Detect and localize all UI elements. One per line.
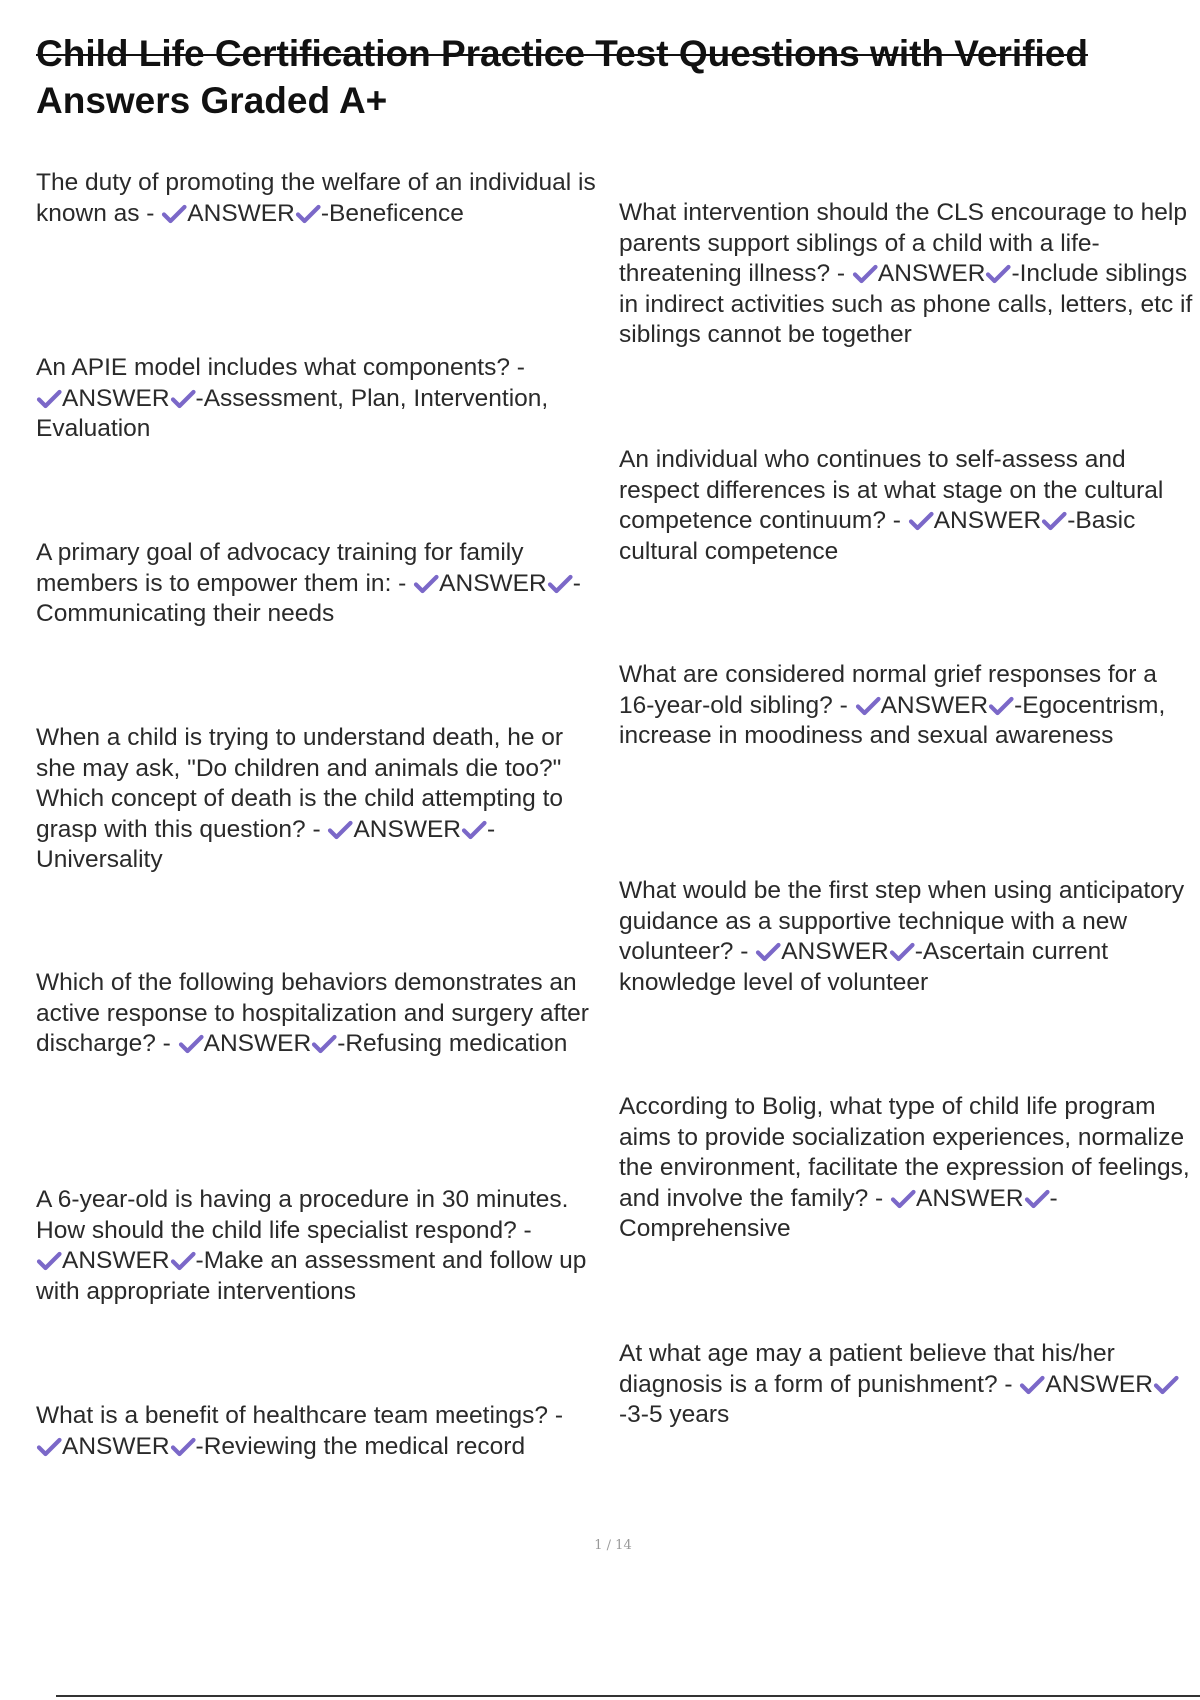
answer-text: -Basic cultural competence	[619, 507, 1136, 565]
check-icon	[1041, 511, 1067, 531]
qa-item	[619, 1339, 1194, 1431]
check-icon	[36, 1251, 62, 1271]
qa-item	[619, 1092, 1194, 1245]
answer-label: ANSWER	[916, 1184, 1024, 1212]
check-icon	[295, 204, 321, 224]
answer-text: -Egocentrism, increase in moodiness and sexual awareness	[619, 691, 1166, 749]
check-icon	[1019, 1375, 1045, 1395]
question-text: When a child is trying to understand death, he or she may ask, "Do children and animals die too?" Which concept of death is the child attempting to grasp with this question? -	[36, 724, 564, 843]
check-icon	[855, 696, 881, 716]
check-icon	[908, 511, 934, 531]
check-icon	[461, 820, 487, 840]
answer-text: -3-5 years	[619, 1401, 730, 1428]
answer-label: ANSWER	[62, 1432, 170, 1460]
answer-text: -Assessment, Plan, Intervention, Evaluation	[36, 384, 549, 442]
qa-item	[619, 660, 1194, 752]
qa-item	[36, 353, 606, 445]
title-line-2: Answers Graded A+	[36, 80, 388, 121]
answer-label: ANSWER	[203, 1030, 312, 1057]
check-icon	[547, 574, 573, 594]
answer-text: -Ascertain current knowledge level of volunteer	[619, 938, 1109, 996]
check-icon	[170, 1437, 196, 1457]
question-text: A primary goal of advocacy training for family members is to empower them in: -	[36, 539, 524, 597]
check-icon	[36, 1437, 62, 1457]
question-text: An APIE model includes what components? -	[36, 354, 525, 381]
answer-label: ANSWER	[439, 569, 547, 597]
document-title	[36, 30, 1176, 124]
answer-label: ANSWER	[877, 260, 986, 287]
question-text: The duty of promoting the welfare of an individual is known as -	[36, 169, 596, 227]
check-icon	[755, 942, 781, 962]
answer-label: ANSWER	[933, 507, 1042, 534]
answer-text: -Universality	[36, 815, 496, 873]
qa-item	[36, 538, 606, 630]
qa-item	[36, 968, 606, 1060]
answer-text: -Refusing medication	[337, 1030, 568, 1057]
answer-text: -Make an assessment and follow up with appropriate interventions	[36, 1247, 587, 1305]
qa-item	[36, 168, 606, 229]
check-icon	[889, 942, 915, 962]
qa-item	[36, 1185, 606, 1307]
check-icon	[327, 820, 353, 840]
qa-item	[619, 876, 1194, 998]
check-icon	[161, 204, 187, 224]
question-text: What are considered normal grief responses for a 16-year-old sibling? -	[619, 661, 1157, 719]
check-icon	[852, 264, 878, 284]
page-indicator: 1 / 14	[594, 1538, 632, 1553]
answer-label: ANSWER	[187, 199, 295, 227]
check-icon	[36, 389, 62, 409]
question-text: What would be the first step when using anticipatory guidance as a supportive technique with a new volunteer? -	[619, 877, 1185, 965]
answer-label: ANSWER	[62, 1247, 170, 1274]
question-text: Which of the following behaviors demonstrates an active response to hospitalization and surgery after discharge? -	[36, 969, 589, 1057]
answer-text: -Include siblings in indirect activities such as phone calls, letters, etc if siblings cannot be together	[619, 260, 1193, 348]
qa-item	[619, 445, 1194, 567]
question-text: An individual who continues to self-assess and respect differences is at what stage on the cultural competence continuum? -	[619, 446, 1164, 534]
check-icon	[1024, 1189, 1050, 1209]
check-icon	[890, 1189, 916, 1209]
check-icon	[413, 574, 439, 594]
answer-label: ANSWER	[880, 691, 989, 719]
answer-text: -Comprehensive	[619, 1184, 1058, 1242]
check-icon	[1153, 1375, 1179, 1395]
question-text: According to Bolig, what type of child life program aims to provide socialization experiences, normalize the environment, facilitate the expression of feelings, and involve the family? -	[619, 1093, 1190, 1212]
check-icon	[170, 389, 196, 409]
check-icon	[311, 1034, 337, 1054]
answer-label: ANSWER	[1045, 1370, 1153, 1398]
answer-text: -Communicating their needs	[36, 569, 581, 627]
answer-label: ANSWER	[781, 938, 889, 965]
question-text: What is a benefit of healthcare team meetings? -	[36, 1402, 564, 1429]
check-icon	[985, 264, 1011, 284]
title-line-1: Child Life Certification Practice Test Questions with Verified	[36, 33, 1088, 74]
answer-text: -Beneficence	[320, 199, 464, 227]
check-icon	[988, 696, 1014, 716]
question-text: At what age may a patient believe that his/her diagnosis is a form of punishment? -	[619, 1340, 1115, 1398]
question-text: A 6-year-old is having a procedure in 30 minutes. How should the child life specialist respond? -	[36, 1186, 569, 1244]
qa-item	[36, 723, 606, 876]
answer-label: ANSWER	[353, 815, 461, 843]
bottom-divider	[56, 1695, 1200, 1697]
qa-item	[36, 1401, 606, 1462]
check-icon	[178, 1034, 204, 1054]
answer-text: -Reviewing the medical record	[195, 1432, 526, 1460]
answer-label: ANSWER	[62, 384, 170, 412]
check-icon	[170, 1251, 196, 1271]
qa-item	[619, 198, 1194, 351]
question-text: What intervention should the CLS encourage to help parents support siblings of a child with a life-threatening illness? -	[619, 199, 1187, 287]
